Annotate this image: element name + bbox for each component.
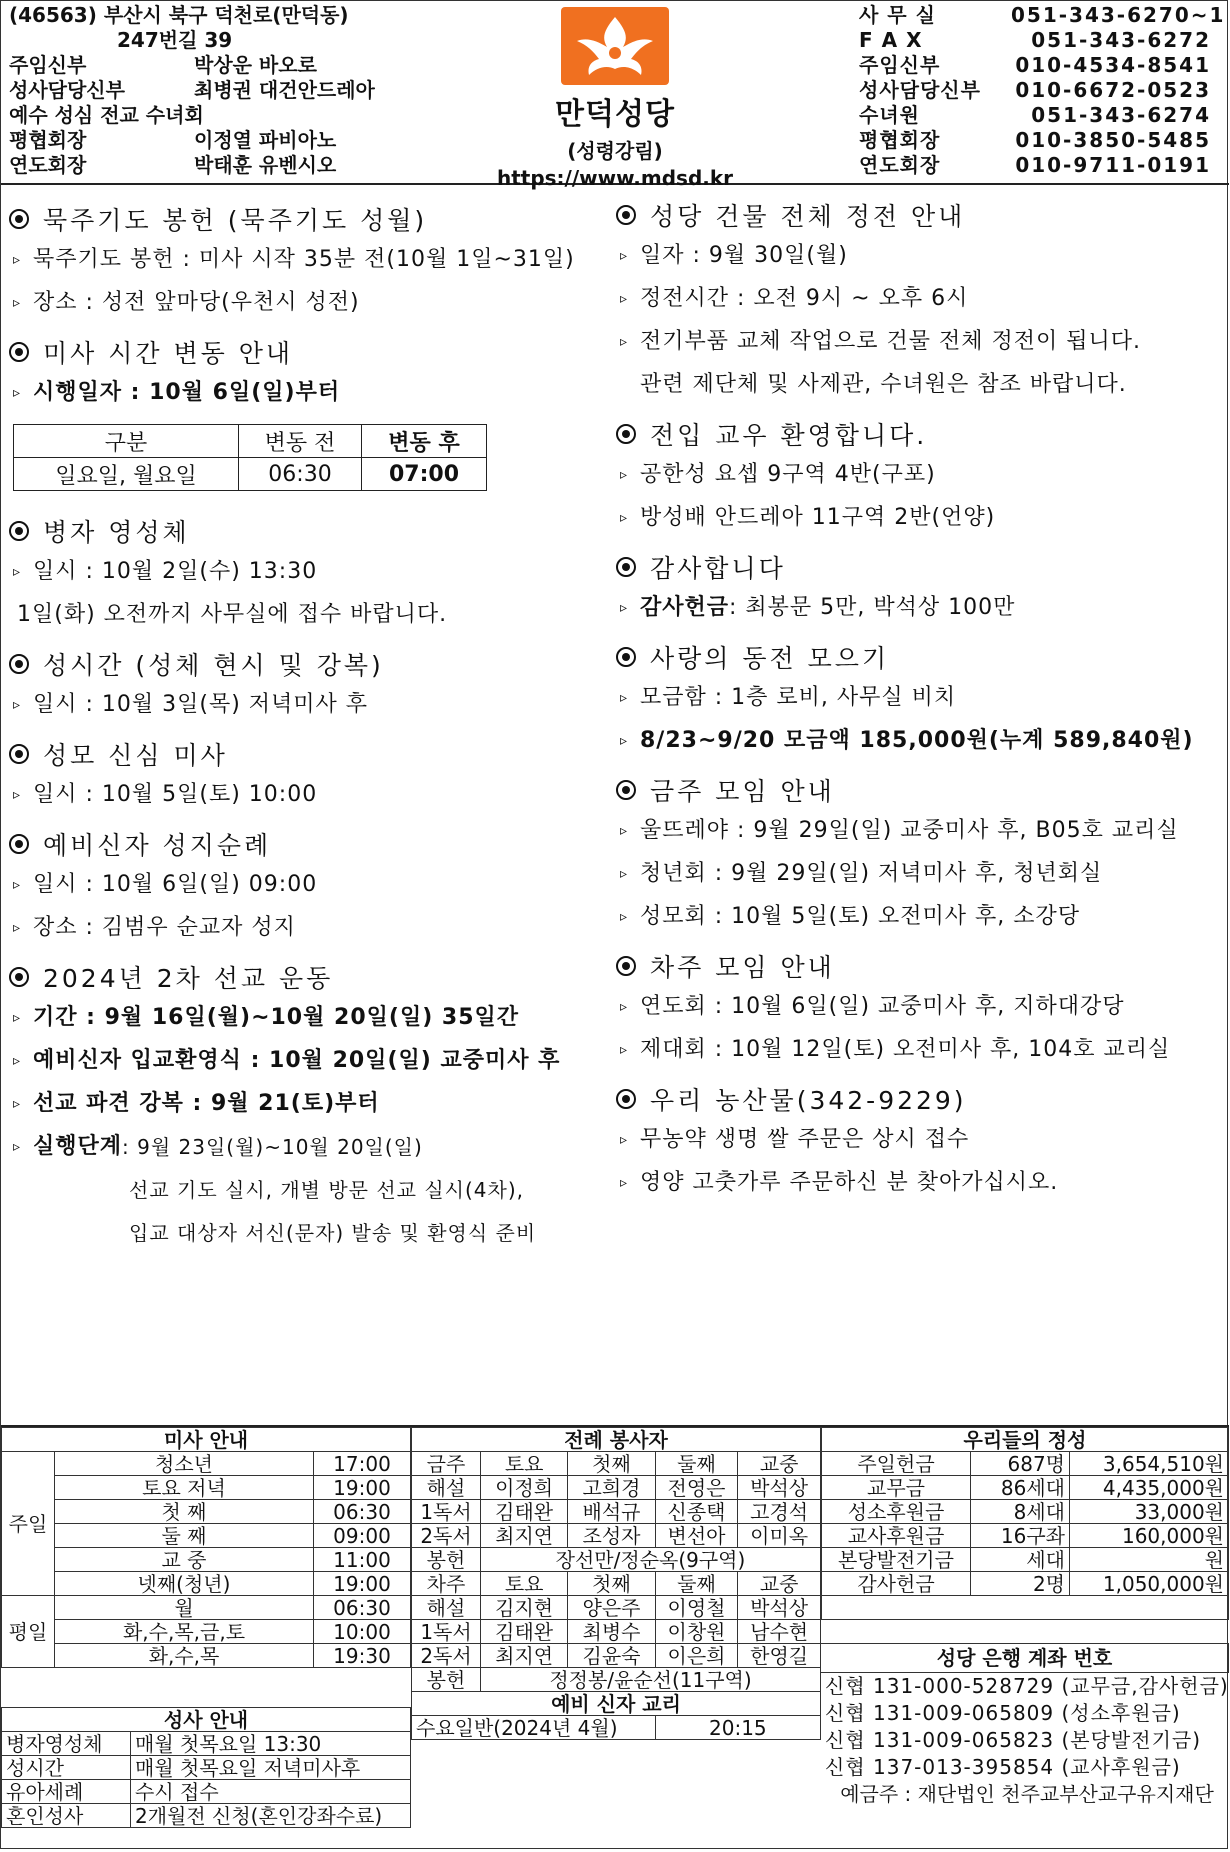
notice-item: 영양 고춧가루 주문하신 분 찾아가십시오. (640, 1170, 1059, 1195)
server-name: 김태완 (481, 1620, 568, 1644)
contact-phone: 051-343-6272 (1031, 28, 1211, 52)
section-title: 미사 시간 변동 안내 (43, 339, 294, 368)
triangle-bullet-icon: ▹ (13, 697, 22, 713)
contact-phone: 010-9711-0191 (1015, 153, 1211, 177)
notice-item: 성모회 : 10월 5일(토) 오전미사 후, 소강당 (640, 904, 1081, 929)
mass-time: 06:30 (314, 1500, 411, 1524)
notice-item: 8/23~9/20 모금액 185,000원(누계 589,840원) (640, 728, 1194, 753)
notice-item: : 최봉문 5만, 박석상 100만 (729, 595, 1016, 620)
notice-item: 묵주기도 봉헌 : 미사 시작 35분 전(10월 1일~31일) (33, 247, 575, 272)
account-holder: 예금주 : 재단법인 천주교부산교구유지재단 (840, 1782, 1214, 1806)
notice-item: 장소 : 성전 앞마당(우천시 성전) (33, 290, 360, 315)
bank-accounts (821, 1643, 1229, 1808)
notice-item: : 9월 23일(월)~10월 20일(일) (122, 1135, 423, 1159)
staff-name: 최병권 대건안드레아 (194, 78, 375, 102)
server-name: 양은주 (568, 1596, 655, 1620)
triangle-bullet-icon: ▹ (13, 1010, 22, 1026)
triangle-bullet-icon: ▹ (620, 866, 629, 882)
notice-item: 장소 : 김범우 순교자 성지 (33, 915, 296, 940)
server-name: 이영철 (655, 1596, 738, 1620)
notice-item: 모금함 : 1층 로비, 사무실 비치 (640, 685, 957, 710)
triangle-bullet-icon: ▹ (13, 252, 22, 268)
circle-bullet-icon (616, 647, 636, 667)
header (1, 1, 1229, 190)
table-cell: 일요일, 월요일 (14, 458, 239, 491)
triangle-bullet-icon: ▹ (620, 733, 629, 749)
notice-welcome (616, 416, 1226, 530)
offering-amount: 3,654,510원 (1070, 1452, 1229, 1476)
circle-bullet-icon (9, 521, 29, 541)
notice-item: 시행일자 : 10월 6일(일)부터 (33, 380, 341, 405)
table-header: 첫째 (568, 1452, 655, 1476)
circle-bullet-icon (616, 557, 636, 577)
notice-marian-mass (9, 736, 609, 807)
offering-type: 성소후원금 (822, 1500, 971, 1524)
bank-title: 성당 은행 계좌 번호 (821, 1643, 1229, 1673)
section-title: 성당 건물 전체 정전 안내 (650, 202, 966, 231)
table-header: 변동 전 (239, 425, 362, 458)
triangle-bullet-icon: ▹ (620, 999, 629, 1015)
staff-name: 박태훈 유벤시오 (194, 153, 337, 177)
bank-account: 신협 131-009-065823 (본당발전기금) (825, 1728, 1202, 1752)
contact-phone: 010-3850-5485 (1015, 128, 1211, 152)
mass-change-table (13, 424, 487, 491)
notice-coin-drive (616, 639, 1226, 753)
notice-item: 일시 : 10월 2일(수) 13:30 (33, 559, 318, 584)
mass-name: 교 중 (55, 1548, 314, 1572)
circle-bullet-icon (616, 780, 636, 800)
sacrament-info: 수시 접수 (131, 1780, 411, 1804)
sacrament-name: 혼인성사 (2, 1804, 131, 1828)
notice-mass-change (9, 334, 609, 491)
server-name: 조성자 (568, 1524, 655, 1548)
offering-amount: 33,000원 (1070, 1500, 1229, 1524)
triangle-bullet-icon: ▹ (620, 1042, 629, 1058)
sacrament-info: 매월 첫목요일 13:30 (131, 1732, 411, 1756)
server-name: 신종택 (655, 1500, 738, 1524)
role-cell: 해설 (412, 1596, 481, 1620)
mass-name: 화,수,목 (55, 1644, 314, 1668)
circle-bullet-icon (9, 967, 29, 987)
staff-name: 이정열 파비아노 (194, 128, 337, 152)
offering-amount: 1,050,000원 (1070, 1572, 1229, 1596)
liturgy-servers-table (411, 1427, 821, 1740)
parish-subtitle: (성령강림) (567, 139, 663, 163)
circle-bullet-icon (616, 956, 636, 976)
server-name: 최병수 (568, 1620, 655, 1644)
sacraments-table (1, 1707, 411, 1828)
mass-time: 19:30 (314, 1644, 411, 1668)
offering-type: 감사헌금 (822, 1572, 971, 1596)
server-name: 최지연 (481, 1524, 568, 1548)
staff-role: 예수 성심 전교 수녀회 (9, 103, 204, 127)
circle-bullet-icon (9, 834, 29, 854)
catechism-title: 예비 신자 교리 (412, 1692, 821, 1716)
mass-time: 19:00 (314, 1476, 411, 1500)
role-cell: 2독서 (412, 1644, 481, 1668)
notice-item: 예비신자 입교환영식 : 10월 20일(일) 교중미사 후 (33, 1048, 561, 1073)
offering-type: 주일헌금 (822, 1452, 971, 1476)
table-header: 구분 (14, 425, 239, 458)
triangle-bullet-icon: ▹ (620, 334, 629, 350)
notice-thanks (616, 549, 1226, 620)
address-line-1: (46563) 부산시 북구 덕천로(만덕동) (9, 3, 349, 27)
role-cell: 2독서 (412, 1524, 481, 1548)
section-title: 우리 농산물(342-9229) (650, 1086, 967, 1115)
server-name: 전영은 (655, 1476, 738, 1500)
catechism-time: 20:15 (655, 1716, 820, 1740)
notice-item: 일시 : 10월 3일(목) 저녁미사 후 (33, 692, 369, 717)
table-header: 차주 (412, 1572, 481, 1596)
staff-role: 연도회장 (9, 153, 87, 177)
bottom-tables (1, 1425, 1229, 1852)
triangle-bullet-icon: ▹ (620, 291, 629, 307)
server-name: 박석상 (738, 1476, 821, 1500)
server-name: 김태완 (481, 1500, 568, 1524)
circle-bullet-icon (9, 342, 29, 362)
staff-role: 주임신부 (9, 53, 87, 77)
circle-bullet-icon (9, 209, 29, 229)
server-name: 고희경 (568, 1476, 655, 1500)
section-title: 2024년 2차 선교 운동 (43, 964, 334, 993)
notice-item-label: 실행단계 (33, 1134, 123, 1159)
notice-item: 전기부품 교체 작업으로 건물 전체 정전이 됩니다. (640, 329, 1141, 354)
role-cell: 봉헌 (412, 1668, 481, 1692)
server-name: 이창원 (655, 1620, 738, 1644)
offering-amount: 160,000원 (1070, 1524, 1229, 1548)
mass-time: 11:00 (314, 1548, 411, 1572)
notice-item: 일시 : 10월 5일(토) 10:00 (33, 782, 318, 807)
mass-name: 넷째(청년) (55, 1572, 314, 1596)
notice-item: 일시 : 10월 6일(일) 09:00 (33, 872, 318, 897)
mass-time: 06:30 (314, 1596, 411, 1620)
staff-name: 박상운 바오로 (194, 53, 317, 77)
mass-name: 청소년 (55, 1452, 314, 1476)
sacrament-info: 매월 첫목요일 저녁미사후 (131, 1756, 411, 1780)
mass-name: 월 (55, 1596, 314, 1620)
server-name: 김윤숙 (568, 1644, 655, 1668)
notice-this-week (616, 772, 1226, 929)
mass-time: 09:00 (314, 1524, 411, 1548)
mass-schedule-table (1, 1427, 411, 1668)
section-title: 차주 모임 안내 (650, 953, 835, 982)
parish-name: 만덕성당 (555, 97, 675, 132)
table-header: 변동 후 (362, 425, 487, 458)
empty-row (822, 1596, 1229, 1620)
sacrament-name: 성시간 (2, 1756, 131, 1780)
offertory-servers: 정정봉/윤순선(11구역) (481, 1668, 821, 1692)
offering-amount: 4,435,000원 (1070, 1476, 1229, 1500)
notice-item-label: 감사헌금 (640, 595, 730, 620)
mass-time: 10:00 (314, 1620, 411, 1644)
notice-continuation: 관련 제단체 및 사제관, 수녀원은 참조 바랍니다. (640, 372, 1127, 397)
mass-name: 둘 째 (55, 1524, 314, 1548)
section-title: 사랑의 동전 모으기 (650, 644, 890, 673)
table-header: 교중 (738, 1572, 821, 1596)
notice-item: 무농약 생명 쌀 주문은 상시 접수 (640, 1127, 970, 1152)
role-cell: 1독서 (412, 1500, 481, 1524)
server-name: 변선아 (655, 1524, 738, 1548)
triangle-bullet-icon: ▹ (620, 510, 629, 526)
table-header: 토요 (481, 1452, 568, 1476)
role-cell: 해설 (412, 1476, 481, 1500)
offering-count: 86세대 (971, 1476, 1070, 1500)
contact-label: 성사담당신부 (859, 78, 981, 102)
section-title: 금주 모임 안내 (650, 777, 835, 806)
server-name: 배석규 (568, 1500, 655, 1524)
bank-account: 신협 131-000-528729 (교무금,감사헌금) (825, 1674, 1229, 1698)
notice-continuation: 1일(화) 오전까지 사무실에 접수 바랍니다. (17, 602, 448, 627)
notice-sick-communion (9, 513, 609, 627)
dove-flame-icon (561, 7, 669, 85)
triangle-bullet-icon: ▹ (620, 909, 629, 925)
offering-type: 교무금 (822, 1476, 971, 1500)
offerings-table (821, 1427, 1229, 1620)
contact-phone: 051-343-6274 (1031, 103, 1211, 127)
notice-pilgrimage (9, 826, 609, 940)
weekday-label: 평일 (2, 1596, 55, 1668)
triangle-bullet-icon: ▹ (13, 295, 22, 311)
triangle-bullet-icon: ▹ (13, 1096, 22, 1112)
notice-item: 공한성 요셉 9구역 4반(구포) (640, 462, 936, 487)
offering-amount: 원 (1070, 1548, 1229, 1572)
notice-item: 방성배 안드레아 11구역 2반(언양) (640, 505, 996, 530)
table-header: 둘째 (655, 1452, 738, 1476)
table-header: 금주 (412, 1452, 481, 1476)
table-title: 미사 안내 (2, 1428, 411, 1452)
triangle-bullet-icon: ▹ (13, 564, 22, 580)
offering-type: 본당발전기금 (822, 1548, 971, 1572)
triangle-bullet-icon: ▹ (620, 690, 629, 706)
mass-time: 19:00 (314, 1572, 411, 1596)
table-header: 토요 (481, 1572, 568, 1596)
notice-next-week (616, 948, 1226, 1062)
triangle-bullet-icon: ▹ (620, 467, 629, 483)
circle-bullet-icon (616, 205, 636, 225)
notice-holy-hour (9, 646, 609, 717)
server-name: 이은희 (655, 1644, 738, 1668)
contact-label: F A X (859, 28, 923, 52)
offering-type: 교사후원금 (822, 1524, 971, 1548)
notice-item: 일자 : 9월 30일(월) (640, 243, 848, 268)
notice-item: 정전시간 : 오전 9시 ~ 오후 6시 (640, 286, 969, 311)
table-title: 성사 안내 (2, 1708, 411, 1732)
offering-count: 687명 (971, 1452, 1070, 1476)
section-title: 예비신자 성지순례 (43, 831, 272, 860)
table-header: 둘째 (655, 1572, 738, 1596)
section-title: 성시간 (성체 현시 및 강복) (43, 651, 384, 680)
contact-label: 평협회장 (859, 128, 941, 152)
table-cell: 06:30 (239, 458, 362, 491)
triangle-bullet-icon: ▹ (620, 823, 629, 839)
section-title: 전입 교우 환영합니다. (650, 421, 928, 450)
contact-label: 주임신부 (859, 53, 941, 77)
parish-url[interactable]: https://www.mdsd.kr (496, 166, 734, 190)
triangle-bullet-icon: ▹ (13, 877, 22, 893)
table-title: 전례 봉사자 (412, 1428, 821, 1452)
role-cell: 봉헌 (412, 1548, 481, 1572)
notice-continuation: 선교 기도 실시, 개별 방문 선교 실시(4차), (129, 1178, 524, 1202)
server-name: 김지현 (481, 1596, 568, 1620)
triangle-bullet-icon: ▹ (13, 787, 22, 803)
triangle-bullet-icon: ▹ (13, 385, 22, 401)
contact-label: 사 무 실 (859, 3, 936, 27)
server-name: 한영길 (738, 1644, 821, 1668)
offering-count: 8세대 (971, 1500, 1070, 1524)
section-title: 성모 신심 미사 (43, 741, 228, 770)
mass-name: 첫 째 (55, 1500, 314, 1524)
server-name: 남수현 (738, 1620, 821, 1644)
left-notices (9, 201, 609, 1264)
notice-item: 청년회 : 9월 29일(일) 저녁미사 후, 청년회실 (640, 861, 1103, 886)
mass-name: 토요 저녁 (55, 1476, 314, 1500)
notice-item: 연도회 : 10월 6일(일) 교중미사 후, 지하대강당 (640, 994, 1125, 1019)
notice-farm-products (616, 1081, 1226, 1195)
circle-bullet-icon (9, 654, 29, 674)
notice-item: 울뜨레야 : 9월 29일(일) 교중미사 후, B05호 교리실 (640, 818, 1179, 843)
triangle-bullet-icon: ▹ (620, 600, 629, 616)
triangle-bullet-icon: ▹ (620, 248, 629, 264)
circle-bullet-icon (616, 424, 636, 444)
server-name: 이미옥 (738, 1524, 821, 1548)
table-cell: 07:00 (362, 458, 487, 491)
offertory-servers: 장선만/정순옥(9구역) (481, 1548, 821, 1572)
address-line-2: 247번길 39 (117, 28, 233, 52)
sunday-label: 주일 (2, 1452, 55, 1596)
contact-label: 연도회장 (859, 153, 941, 177)
section-title: 묵주기도 봉헌 (묵주기도 성월) (43, 206, 428, 235)
notice-continuation: 입교 대상자 서신(문자) 발송 및 환영식 준비 (129, 1221, 537, 1245)
contact-phone: 051-343-6270~1 (1011, 3, 1226, 27)
table-header: 교중 (738, 1452, 821, 1476)
role-cell: 1독서 (412, 1620, 481, 1644)
table-header: 첫째 (568, 1572, 655, 1596)
triangle-bullet-icon: ▹ (13, 920, 22, 936)
server-name: 박석상 (738, 1596, 821, 1620)
table-title: 우리들의 정성 (822, 1428, 1229, 1452)
mass-time: 17:00 (314, 1452, 411, 1476)
offering-count: 2명 (971, 1572, 1070, 1596)
contact-list (859, 3, 1226, 178)
right-notices (616, 197, 1226, 1214)
notice-rosary (9, 201, 609, 315)
sacrament-name: 병자영성체 (2, 1732, 131, 1756)
sacrament-name: 유아세례 (2, 1780, 131, 1804)
notice-mission (9, 959, 609, 1245)
staff-role: 평협회장 (9, 128, 87, 152)
notice-power-outage (616, 197, 1226, 397)
circle-bullet-icon (9, 744, 29, 764)
catechism-class: 수요일반(2024년 4월) (412, 1716, 656, 1740)
triangle-bullet-icon: ▹ (13, 1053, 22, 1069)
server-name: 최지연 (481, 1644, 568, 1668)
staff-role: 성사담당신부 (9, 78, 125, 102)
parish-info (9, 3, 375, 178)
bank-account: 신협 131-009-065809 (성소후원금) (825, 1701, 1181, 1725)
server-name: 이정희 (481, 1476, 568, 1500)
parish-logo (495, 7, 735, 190)
notice-item: 제대회 : 10월 12일(토) 오전미사 후, 104호 교리실 (640, 1037, 1171, 1062)
bank-account: 신협 137-013-395854 (교사후원금) (825, 1755, 1181, 1779)
offering-count: 세대 (971, 1548, 1070, 1572)
circle-bullet-icon (616, 1089, 636, 1109)
mass-name: 화,수,목,금,토 (55, 1620, 314, 1644)
sacrament-info: 2개월전 신청(혼인강좌수료) (131, 1804, 411, 1828)
triangle-bullet-icon: ▹ (620, 1175, 629, 1191)
notice-item: 선교 파견 강복 : 9월 21(토)부터 (33, 1091, 380, 1116)
offering-count: 16구좌 (971, 1524, 1070, 1548)
contact-phone: 010-6672-0523 (1015, 78, 1211, 102)
triangle-bullet-icon: ▹ (13, 1139, 22, 1155)
contact-label: 수녀원 (859, 103, 920, 127)
server-name: 고경석 (738, 1500, 821, 1524)
triangle-bullet-icon: ▹ (620, 1132, 629, 1148)
notice-item: 기간 : 9월 16일(월)~10월 20일(일) 35일간 (33, 1005, 520, 1030)
section-title: 병자 영성체 (43, 518, 190, 547)
section-title: 감사합니다 (650, 554, 786, 583)
contact-phone: 010-4534-8541 (1015, 53, 1211, 77)
